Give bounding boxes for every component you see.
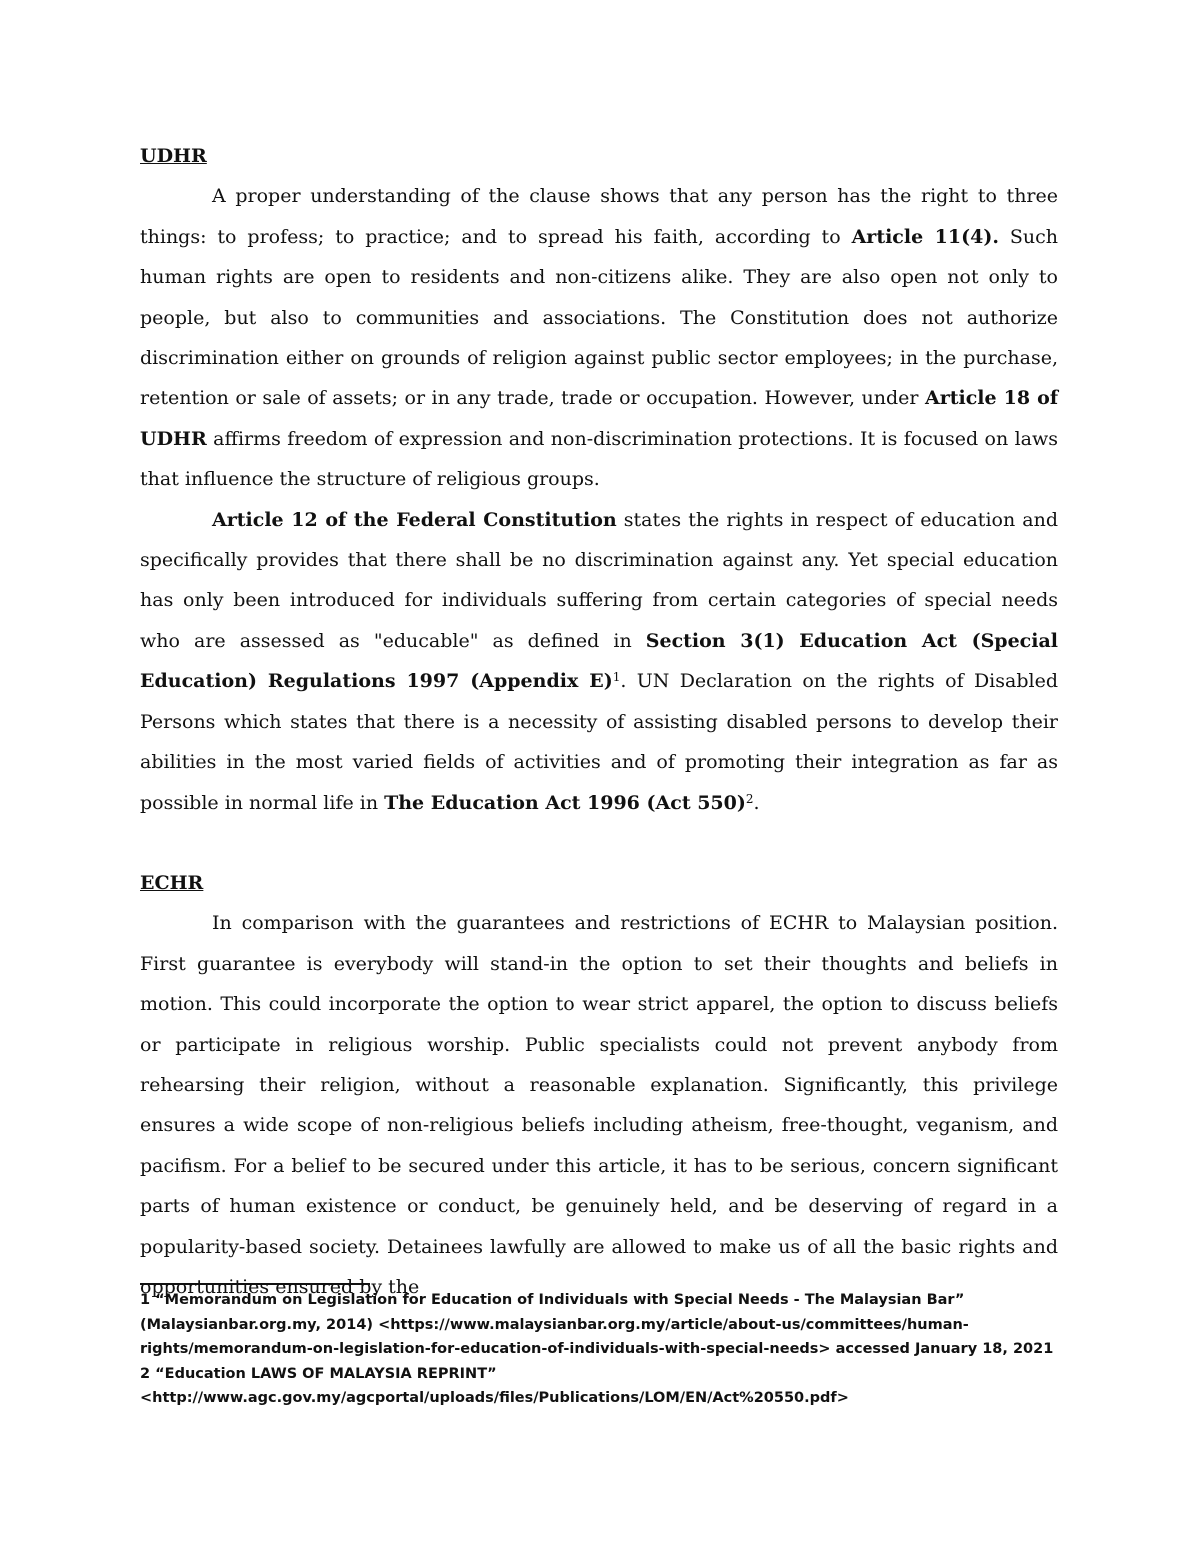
- paragraph: [140, 176, 1058, 499]
- section-spacer: [140, 823, 1058, 863]
- section-echr: [140, 863, 1058, 1307]
- bold-reference: The Education Act 1996 (Act 550): [384, 791, 746, 814]
- text-run: Such human rights are open to residents and non-citizens alike. They are also open not only to people, but also to communities and associations. The Constitution does not authorize discrimination either on grounds of religion against public sector employees; in the purchase, retention or sale of assets; or in any trade, trade or occupation. However, under: [140, 225, 1058, 410]
- text-run: In comparison with the guarantees and restrictions of ECHR to Malaysian position. First guarantee is everybody will stand-in the option to set their thoughts and beliefs in motion. This could incorporate the option to wear strict apparel, the option to discuss beliefs or participate in religious worship. Public specialists could not prevent anybody from rehearsing their religion, without a reasonable explanation. Significantly, this privilege ensures a wide scope of non-religious beliefs including atheism, free-thought, veganism, and pacifism. For a belief to be secured under this article, it has to be serious, concern significant parts of human existence or conduct, be genuinely held, and be deserving of regard in a popularity-based society. Detainees lawfully are allowed to make us of all the basic rights and opportunities ensured by the: [140, 912, 1058, 1298]
- text-run: states the rights in respect of education and specifically provides that there shall be no discrimination against any. Yet special education has only been introduced for individuals suffering from certain categories of special needs who are assessed as "educable" as defined in: [140, 508, 1058, 652]
- footnote-1: 1 “Memorandum on Legislation for Education of Individuals with Special Needs - The Malaysian Bar” (Malaysianbar.org.my, 2014) <https://www.malaysianbar.org.my/article/about-us/committees/human-rights/memorandum-on-legislation-for-education-of-individuals-with-special-needs> accessed January 18, 2021: [140, 1292, 1054, 1357]
- footnote-2: 2 “Education LAWS OF MALAYSIA REPRINT” <http://www.agc.gov.my/agcportal/uploads/files/Publications/LOM/EN/Act%20550.pdf>: [140, 1365, 849, 1406]
- text-run: .: [753, 791, 760, 814]
- bold-reference: Section 3(1) Education Act (Special Education) Regulations 1997 (Appendix E): [140, 629, 1058, 693]
- bold-reference: Article 12 of the Federal Constitution: [212, 508, 617, 531]
- text-run: affirms freedom of expression and non-discrimination protections. It is focused on laws that influence the structure of religious groups.: [140, 427, 1058, 491]
- text-run: . UN Declaration on the rights of Disabled Persons which states that there is a necessity of assisting disabled persons to develop their abilities in the most varied fields of activities and of promoting their integration as far as possible in normal life in: [140, 670, 1058, 814]
- text-run: A proper understanding of the clause shows that any person has the right to three things: to profess; to practice; and to spread his faith, according to: [140, 185, 1058, 248]
- bold-reference: Article 18 of UDHR: [140, 387, 1058, 450]
- section-heading-udhr: UDHR: [140, 145, 207, 167]
- section-heading-echr: ECHR: [140, 871, 204, 894]
- footnote-marker[interactable]: 2: [745, 791, 754, 806]
- footnotes: [140, 1288, 1058, 1411]
- section-udhr: [140, 136, 1058, 823]
- bold-reference: Article 11(4).: [851, 225, 999, 248]
- footnote-marker[interactable]: 1: [612, 670, 621, 685]
- footnote-separator: [140, 1283, 370, 1285]
- paragraph: [140, 903, 1058, 1307]
- paragraph: [140, 500, 1058, 823]
- body-text: [140, 136, 1058, 1307]
